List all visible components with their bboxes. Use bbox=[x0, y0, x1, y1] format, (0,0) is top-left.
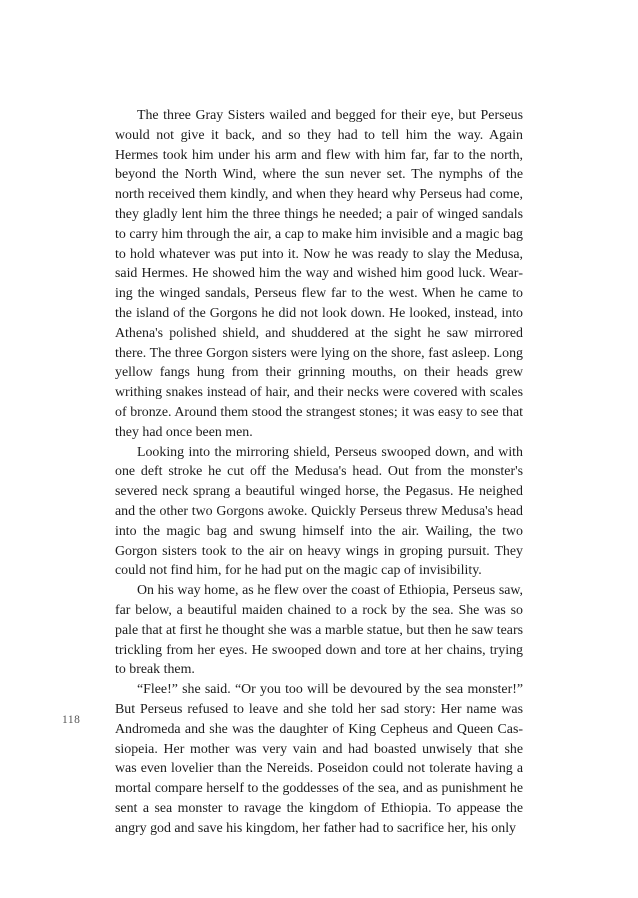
paragraph: “Flee!” she said. “Or you too will be devoured by the sea monster!” But Perseus refused to leave and she told her sad story: Her name was Andromeda and she was the daughter of King Cepheus and Queen Cassiopeia. Her mother was very vain and had boasted unwisely that she was even lovelier than the Nereids. Poseidon could not tolerate having a mortal compare herself to the goddesses of the sea, and as punishment he sent a sea monster to ravage the kingdom of Ethiopia. To appease the angry god and save his kingdom, her father had to sacrifice her, his only bbox=[115, 682, 523, 836]
page-number: 118 bbox=[62, 714, 81, 726]
paragraph: The three Gray Sisters wailed and begged for their eye, but Perseus would not give it back, and so they had to tell him the way. Again Hermes took him under his arm and flew with him far, far to the north, beyond the North Wind, where the sun never set. The nymphs of the north received them kindly, and when they heard why Perseus had come, they gladly lent him the three things he needed; a pair of winged sandals to carry him through the air, a cap to make him invisible and a magic bag to hold whatever was put into it. Now he was ready to slay the Medusa, said Hermes. He showed him the way and wished him good luck. Wearing the winged sandals, Perseus flew far to the west. When he came to the island of the Gorgons he did not look down. He looked, instead, into Athena's polished shield, and shuddered at the sight he saw mirrored there. The three Gorgon sisters were lying on the shore, fast asleep. Long yellow fangs hung from their grinning mouths, on their heads grew writhing snakes instead of hair, and their necks were covered with scales of bronze. Around them stood the strangest stones; it was easy to see that they had once been men. bbox=[115, 108, 523, 440]
body-text bbox=[115, 106, 523, 838]
paragraph: On his way home, as he flew over the coast of Ethiopia, Perseus saw, far below, a beautiful maiden chained to a rock by the sea. She was so pale that at first he thought she was a marble statue, but then he saw tears trickling from her eyes. He swooped down and tore at her chains, trying to break them. bbox=[115, 583, 523, 678]
paragraph: Looking into the mirroring shield, Perseus swooped down, and with one deft stroke he cut off the Medusa's head. Out from the monster's severed neck sprang a beautiful winged horse, the Pegasus. He neighed and the other two Gorgons awoke. Quickly Perseus threw Medusa's head into the magic bag and swung himself into the air. Wailing, the two Gorgon sisters took to the air on heavy wings in groping pursuit. They could not find him, for he had put on the magic cap of invisibility. bbox=[115, 444, 523, 579]
